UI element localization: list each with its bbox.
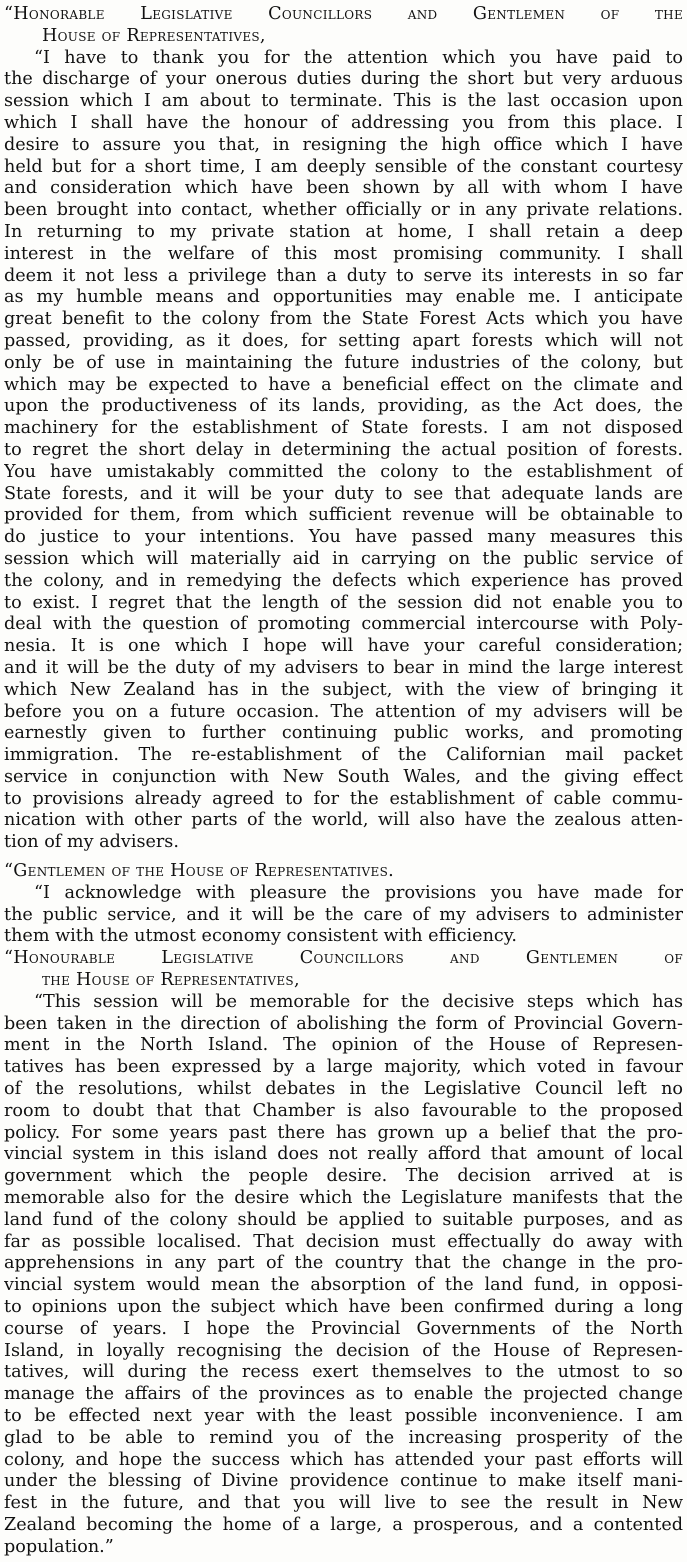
section3-text-line: far as possible localised. That decision must effectually do away with [4, 1231, 683, 1252]
section1-text-line: earnestly given to further continuing public works, and promoting [4, 723, 683, 744]
section3-text-line: Island, in loyally recognising the decision of the House of Represen- [4, 1340, 683, 1361]
section1-heading-line-2: House of Representatives, [42, 25, 266, 46]
section1-text-line: You have umistakably committed the colony to the establishment of [4, 461, 683, 482]
section1-text-line: passed, providing, as it does, for setting apart forests which will not [4, 330, 683, 351]
section3-paragraph [4, 992, 683, 1559]
section1-text-line: service in conjunction with New South Wales, and the giving effect [4, 766, 683, 787]
section1-text-line: interest in the welfare of this most promising community. I shall [4, 243, 683, 264]
section1-text-line: held but for a short time, I am deeply sensible of the constant courtesy [4, 156, 683, 177]
section1-text-line: do justice to your intentions. You have passed many measures this [4, 527, 683, 548]
section1-text-line: nication with other parts of the world, will also have the zealous atten- [4, 810, 683, 831]
section1-text-line: great benefit to the colony from the State Forest Acts which you have [4, 309, 683, 330]
section3-text-line: under the blessing of Divine providence continue to make itself mani- [4, 1471, 683, 1492]
section1-text-line: machinery for the establishment of State forests. I am not disposed [4, 418, 683, 439]
section1-heading [4, 4, 683, 48]
section3-text-line: government which the people desire. The decision arrived at is [4, 1166, 683, 1187]
section3-text-line: vincial system in this island does not really afford that amount of local [4, 1144, 683, 1165]
section3-heading [4, 948, 683, 992]
section2-text-line: “I acknowledge with pleasure the provisions you have made for [34, 882, 683, 903]
section3-text-line: “This session will be memorable for the decisive steps which has [34, 991, 683, 1012]
section3-text-line: colony, and hope the success which has attended your past efforts will [4, 1449, 683, 1470]
section1-text-line: only be of use in maintaining the future industries of the colony, but [4, 352, 683, 373]
section3-text-line: land fund of the colony should be applied to suitable purposes, and as [4, 1209, 683, 1230]
section1-text-line: desire to assure you that, in resigning the high office which I have [4, 134, 683, 155]
section1-text-line: to provisions already agreed to for the establishment of cable commu- [4, 788, 683, 809]
section3-text-line: population.” [4, 1536, 114, 1557]
section1-text-line: tion of my advisers. [4, 832, 179, 853]
section3-text-line: room to doubt that that Chamber is also favourable to the proposed [4, 1100, 683, 1121]
section1-text-line: deal with the question of promoting commercial intercourse with Poly- [4, 614, 683, 635]
section1-text-line: session which will materially aid in carrying on the public service of [4, 548, 683, 569]
section3-text-line: vincial system would mean the absorption of the land fund, in opposi- [4, 1275, 683, 1296]
section1-text-line: and consideration which have been shown by all with whom I have [4, 178, 683, 199]
section1-paragraph [4, 48, 683, 854]
section1-text-line: State forests, and it will be your duty to see that adequate lands are [4, 483, 683, 504]
section2-heading [4, 861, 683, 883]
section2-paragraph [4, 883, 683, 948]
section3-text-line: manage the affairs of the provinces as to enable the projected change [4, 1384, 683, 1405]
section3-heading-line-2: the House of Representatives, [42, 970, 300, 991]
section3-text-line: Zealand becoming the home of a large, a prosperous, and a contented [4, 1514, 683, 1535]
section3-text-line: to be effected next year with the least possible inconvenience. I am [4, 1406, 683, 1426]
section3-text-line: apprehensions in any part of the country that the change in the pro- [4, 1253, 683, 1274]
section3-heading-line-1: “Honourable Legislative Councillors and Gentlemen of [4, 948, 683, 969]
section1-text-line: which may be expected to have a beneficial effect on the climate and [4, 374, 683, 395]
section3-text-line: tatives, will during the recess exert themselves to the utmost to so [4, 1362, 683, 1383]
section1-text-line: In returning to my private station at home, I shall retain a deep [4, 221, 683, 242]
section1-text-line: “I have to thank you for the attention which you have paid to [34, 47, 683, 68]
section3-text-line: fest in the future, and that you will live to see the result in New [4, 1493, 683, 1514]
section1-text-line: as my humble means and opportunities may enable me. I anticipate [4, 287, 683, 308]
section1-text-line: before you on a future occasion. The attention of my advisers will be [4, 701, 683, 722]
section3-text-line: tatives has been expressed by a large majority, which voted in favour [4, 1057, 683, 1078]
section2-heading-line-1: “Gentlemen of the House of Representatives. [4, 861, 394, 882]
section1-text-line: immigration. The re-establishment of the Californian mail packet [4, 745, 683, 766]
section2-text-line: them with the utmost economy consistent with efficiency. [4, 926, 517, 947]
section1-text-line: and it will be the duty of my advisers to bear in mind the large interest [4, 657, 683, 678]
section3-text-line: ment in the North Island. The opinion of the House of Represen- [4, 1035, 683, 1056]
section1-text-line: upon the productiveness of its lands, providing, as the Act does, the [4, 396, 683, 417]
section1-text-line: session which I am about to terminate. This is the last occasion upon [4, 91, 683, 112]
section3-text-line: of the resolutions, whilst debates in the Legislative Council left no [4, 1079, 683, 1100]
section3-text-line: course of years. I hope the Provincial Governments of the North [4, 1318, 683, 1339]
section1-text-line: been brought into contact, whether officially or in any private relations. [4, 200, 683, 221]
section3-text-line: memorable also for the desire which the Legislature manifests that the [4, 1188, 683, 1209]
section1-text-line: nesia. It is one which I hope will have your careful consideration; [4, 636, 683, 657]
section1-text-line: to exist. I regret that the length of the session did not enable you to [4, 592, 683, 613]
section1-text-line: which I shall have the honour of addressing you from this place. I [4, 112, 683, 133]
section3-text-line: policy. For some years past there has grown up a belief that the pro- [4, 1122, 683, 1143]
section1-text-line: which New Zealand has in the subject, with the view of bringing it [4, 679, 683, 700]
section1-text-line: the colony, and in remedying the defects which experience has proved [4, 570, 683, 591]
section3-text-line: glad to be able to remind you of the increasing prosperity of the [4, 1427, 683, 1448]
section1-text-line: deem it not less a privilege than a duty to serve its interests in so far [4, 265, 683, 286]
section3-text-line: to opinions upon the subject which have been confirmed during a long [4, 1297, 683, 1318]
section1-text-line: to regret the short delay in determining the actual position of forests. [4, 439, 683, 460]
section1-text-line: the discharge of your onerous duties during the short but very arduous [4, 69, 683, 90]
section1-heading-line-1: “Honorable Legislative Councillors and Gentlemen of the [4, 4, 683, 24]
section2-text-line: the public service, and it will be the care of my advisers to administer [4, 904, 683, 925]
section1-text-line: provided for them, from which sufficient revenue will be obtainable to [4, 505, 683, 526]
section3-text-line: been taken in the direction of abolishing the form of Provincial Govern- [4, 1013, 683, 1034]
